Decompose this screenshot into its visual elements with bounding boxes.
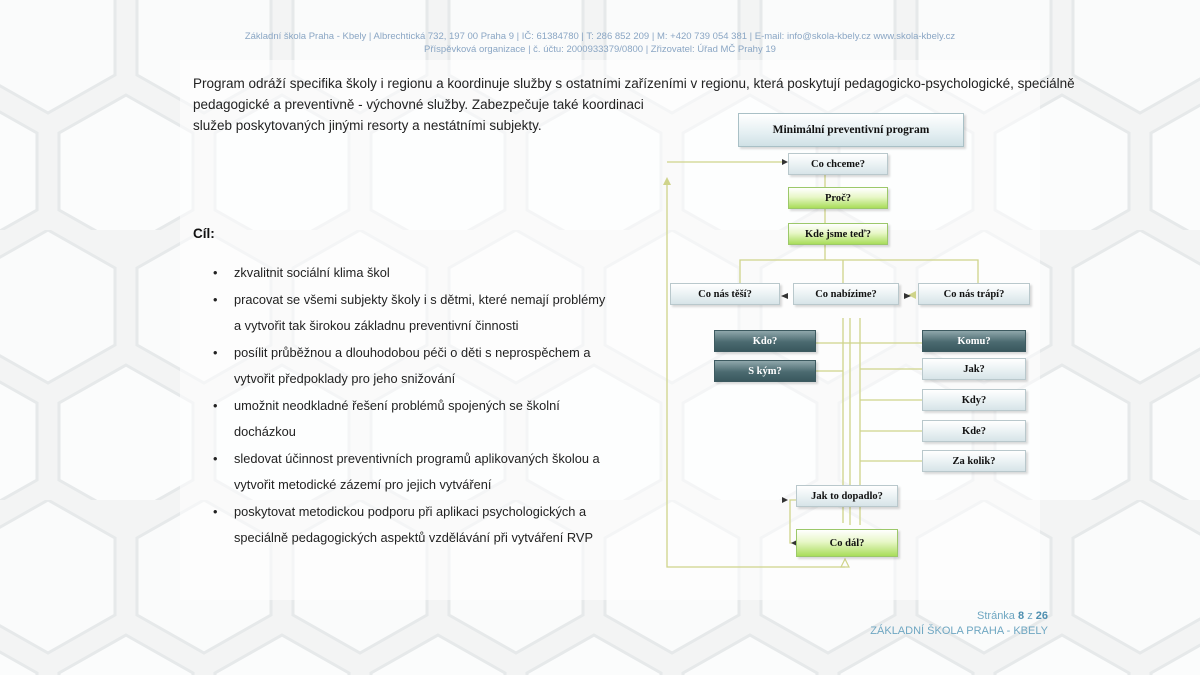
goal-item [213,260,613,286]
letterhead [0,30,1200,56]
arrow-left-icon [908,291,916,299]
page-of: z [1027,610,1033,622]
box-jak: Jak? [922,358,1026,380]
box-proc: Proč? [788,187,888,209]
arrow-left-icon [904,293,911,299]
bullet-icon: • [213,504,218,519]
arrow-up-icon [841,559,849,567]
goal-item [213,446,613,498]
goal-item [213,287,613,339]
arrow-right-icon [782,497,788,503]
goal-item [213,340,613,392]
prevention-program-diagram [660,105,1045,575]
goal-line: umožnit neodkladné řešení problémů spojených se školní [234,398,560,413]
letterhead-line-2: Příspěvková organizace | č. účtu: 2000933379/0800 | Zřizovatel: Úřad MČ Prahy 19 [424,44,776,55]
goal-line: sledovat účinnost preventivních programů aplikovaných školou a [234,451,600,466]
box-za-kolik: Za kolik? [922,450,1026,472]
goal-line: zkvalitnit sociální klima škol [234,265,390,280]
intro-line-2: pedagogické a preventivně - výchovné služby. Zabezpečuje také koordinaci [193,97,644,112]
bullet-icon: • [213,265,218,280]
goal-line: vytvořit předpoklady pro jeho snižování [234,371,456,386]
box-co-chceme: Co chceme? [788,153,888,175]
bullet-icon: • [213,345,218,360]
bullet-icon: • [213,398,218,413]
goals-list [213,260,613,552]
goal-item [213,393,613,445]
footer-school-name: ZÁKLADNÍ ŠKOLA PRAHA - KBELY [870,625,1048,637]
diagram-title: Minimální preventivní program [738,113,964,147]
box-co-nas-trapi: Co nás trápí? [918,283,1030,305]
box-jak-to-dopadlo: Jak to dopadlo? [796,485,898,507]
box-co-nabizime: Co nabízime? [793,283,899,305]
goal-line: vytvořit metodické zázemí pro jejich vytváření [234,477,492,492]
box-co-nas-tesi: Co nás těší? [670,283,780,305]
arrow-left-icon [781,293,788,299]
page-label: Stránka [977,610,1015,622]
goal-line: a vytvořit tak širokou základnu preventivní činnosti [234,318,519,333]
letterhead-line-1: Základní škola Praha - Kbely | Albrechtická 732, 197 00 Praha 9 | IČ: 61384780 | T: 286 852 209 | M: +420 739 054 381 | E-mail: info@skola-kbely.cz www.skola-kbely.cz [244,31,956,42]
bullet-icon: • [213,292,218,307]
intro-line-3: služeb poskytovaných jinými resorty a nestátními subjekty. [193,118,542,133]
goal-line: speciálně pedagogických aspektů vzdělávání při vytváření RVP [234,530,593,545]
intro-line-1: Program odráží specifika školy i regionu a koordinuje služby s ostatními zařízeními v regionu, která poskytují pedagogicko-psychologické, speciálně [193,76,1075,91]
box-kdo: Kdo? [714,330,816,352]
page-total: 26 [1035,610,1048,622]
goal-line: posílit průběžnou a dlouhodobou péči o děti s neprospěchem a [234,345,591,360]
goal-line: poskytovat metodickou podporu při aplikaci psychologických a [234,504,587,519]
arrow-up-icon [663,177,671,185]
bullet-icon: • [213,451,218,466]
goal-item [213,499,613,551]
page-footer [870,609,1048,639]
box-kdy: Kdy? [922,389,1026,411]
goal-line: pracovat se všemi subjekty školy i s dětmi, které nemají problémy [234,292,606,307]
box-komu: Komu? [922,330,1026,352]
goal-line: docházkou [234,424,296,439]
page-number [870,609,1048,624]
box-kde-jsme-ted: Kde jsme teď? [788,223,888,245]
goals-heading: Cíl: [193,226,215,241]
box-s-kym: S kým? [714,360,816,382]
box-co-dal: Co dál? [796,529,898,557]
box-kde: Kde? [922,420,1026,442]
page-current: 8 [1018,610,1025,622]
